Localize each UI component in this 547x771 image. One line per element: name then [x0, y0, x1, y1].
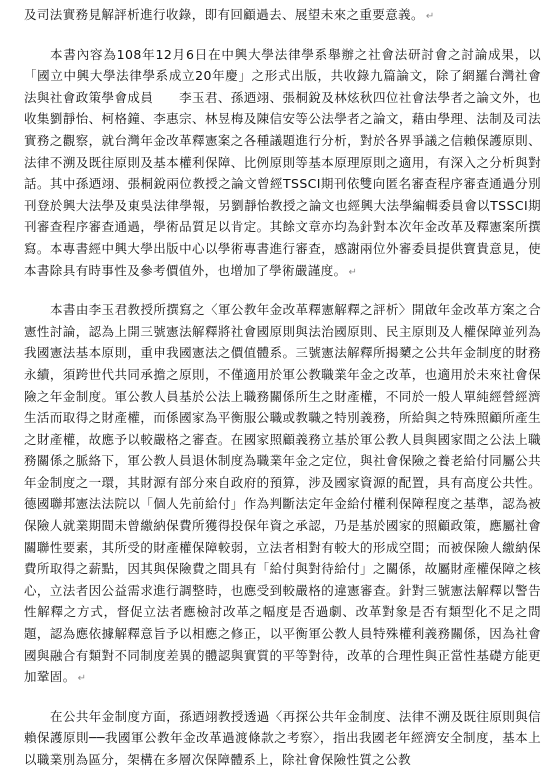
paragraph-intro-tail	[24, 4, 541, 28]
paragraph-text: 本書由李玉君教授所撰寫之〈軍公教年金改革釋憲解釋之評析〉開啟年金改革方案之合憲性討論，認為上開三號憲法解釋將社會國原則與法治國原則、民主原則及人權保障並列為我國憲法基本原則，重申我國憲法之價值體系。三號憲法解釋所揭櫫之公共年金制度的財務永續，須跨世代共同承擔之原則，不僅適用於軍公教職業年金之改革，也適用於未來社會保險之年金制度。軍公教人員基於公法上職務關係所生之財產權，不同於一般人單純經營經濟生活而取得之財產權，而係國家為平衡服公職或教職之特別義務，所給與之特殊照顧所產生之財產權，故應予以較嚴格之審查。在國家照顧義務立基於軍公教人員與國家間之公法上職務關係之脈絡下，軍公教人員退休制度為職業年金之定位，與社會保險之養老給付同屬公共年金制度之一環，其財源有部分來自政府的預算，涉及國家資源的配置，具有高度公共性。德國聯邦憲法法院以「個人先前給付」作為判斷法定年金給付權利保障程度之基準，認為被保險人就業期間未曾繳納保費所獲得投保年資之承認，乃是基於國家的照顧政策，應屬社會關聯性要素，其所受的財產權保障較弱，立法者相對有較大的形成空間；而被保險人繳納保費所取得之薪點，因其與保險費之間具有「給付與對待給付」之關係，故屬財產權保障之核心，立法者因公益需求進行調整時，也應受到較嚴格的違憲審查。針對三號憲法解釋以警告性解釋之方式，督促立法者應檢討改革之幅度是否過劇、改革對象是否有類型化不足之問題，認為應依據解釋意旨予以相應之修正，以平衡軍公教人員特殊權利義務關係，因為社會國與融合有類對不同制度差異的體認與實質的平等對待，改革的合理性與正當性基礎方能更加鞏固。	[24, 302, 541, 685]
paragraph-gap	[24, 28, 541, 44]
paragraph-public-pension	[24, 706, 541, 771]
paragraph-gap	[24, 690, 541, 706]
paragraph-text: 本書內容為108年12月6日在中興大學法律學系舉辦之社會法研討會之討論成果，以「國立中興大學法律學系成立20年慶」之形式出版，共收錄九篇論文，除了網羅台灣社會法與社會政策學會成員 李玉君、孫迺翊、張桐銳及林炫秋四位社會法學者之論文外，也收集劉靜怡、柯格鐘、李惠宗、林昱梅及陳信安等公法學者之論文，藉由學理、法制及司法實務之觀察，就台灣年金改革釋憲案之各種議題進行分析，對於各界爭議之信賴保護原則、法律不溯及既往原則及基本權利保障、比例原則等基本原理原則之適用，有深入之分析與對話。其中孫迺翊、張桐銳兩位教授之論文曾經TSSCI期刊依雙向匿名審查程序審查通過分別刊登於興大法學及東吳法律學報，另劉靜怡教授之論文也經興大法學編輯委員會以TSSCI期刊審查程序審查通過，學術品質足以肯定。其餘文章亦均為針對本次年金改革及釋憲案所撰寫。本專書經中興大學出版中心以學術專書進行審查，感謝兩位外審委員提供寶貴意見，使本書除具有時事性及參考價值外，也增加了學術嚴謹度。	[24, 46, 541, 278]
paragraph-book-content	[24, 44, 541, 284]
paragraph-gap	[24, 283, 541, 299]
paragraph-mark-icon: ↵	[425, 11, 435, 22]
paragraph-text: 在公共年金制度方面，孫迺翊教授透過〈再探公共年金制度、法律不溯及既往原則與信賴保護原則──我國軍公教年金改革過渡條款之考察〉，指出我國老年經濟安全制度，基本上以職業別為區分，架構在多層次保障體系上，除社會保險性質之公教	[24, 708, 541, 767]
paragraph-mark-icon: ↵	[77, 673, 87, 685]
paragraph-mark-icon: ↵	[348, 266, 358, 278]
paragraph-text: 及司法實務見解評析進行收錄，即有回顧過去、展望未來之重要意義。	[24, 7, 424, 22]
paragraph-li-yujun	[24, 299, 541, 690]
